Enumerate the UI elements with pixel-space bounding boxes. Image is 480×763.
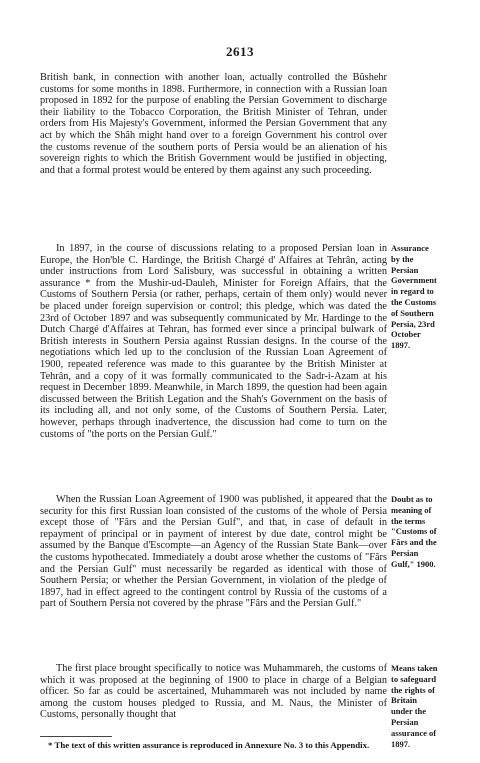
paragraph-text: The first place brought specifically to notice was Muhammareh, the customs of which it was proposed at the beginning of 1900 to place in charge of a Belgian officer. So far as could be ascertained, Muhammareh was not included by name among the custom houses pledged to Russia, and M. Naus, the Minister of Customs, personally thought that [40, 663, 387, 721]
margin-note-line: of Southern [391, 307, 434, 318]
margin-note-line: Assurance [391, 243, 429, 253]
page-number: 2613 [226, 44, 254, 59]
margin-note-assurance [391, 243, 451, 351]
margin-note-line: Government [391, 275, 437, 286]
margin-note-line: Persian [391, 547, 419, 558]
margin-note-line: 1897. [391, 738, 411, 749]
footnote-mark: * [48, 740, 53, 750]
paragraph-3 [40, 494, 387, 610]
paragraph-text: In 1897, in the course of discussions relating to a proposed Persian loan in Europe, the Hon'ble C. Hardinge, the British Chargé d' Affaires at Tehrân, acting under instructions from Lord Salisbury, was successful in obtaining a written assurance * from the Mushir-ud-Dauleh, Minister for Foreign Affairs, that the Customs of Southern Persia (or rather, perhaps, certain of them only) would never be placed under foreign supervision or control; this pledge, which was dated the 23rd of October 1897 and was subsequently communicated by Mr. Hardinge to the Dutch Chargé d'Affaires at Tehran, has formed ever since a principal bulwark of British interests in Southern Persia against Russian designs. In the course of the negotiations which led up to the conclusion of the Russian Loan Agreement of 1900, repeated reference was made to this guarantee by the British Minister at Tehrân, and a copy of it was formally communicated to the Sadr-i-Azam at his request in December 1899. Meanwhile, in March 1899, the question had been again discussed between the British Legation and the Shah's Government on the basis of its including all, and not only some, of the Customs of Southern Persia. Later, however, perhaps through inadvertence, the discussion had come to turn on the customs of "the ports on the Persian Gulf." [40, 243, 387, 440]
margin-note-line: in regard to [391, 286, 434, 297]
margin-note-line: the Customs [391, 296, 437, 307]
margin-note-line: Persian [391, 264, 419, 275]
margin-note-line: meaning of [391, 504, 432, 515]
margin-note-line: under the [391, 706, 427, 717]
margin-note-line: Fârs and the [391, 537, 437, 548]
margin-note-line: the terms [391, 515, 426, 526]
margin-note-line: to safeguard [391, 673, 437, 684]
margin-note-line: 1897. [391, 340, 411, 351]
margin-note-line: assurance of [391, 727, 437, 738]
paragraph-text: British bank, in connection with another loan, actually controlled the Bûshehr customs for some months in 1898. Furthermore, in connection with a Russian loan proposed in 1892 for the purpose of enabling the Persian Government to discharge their liability to the Tobacco Corporation, the British Minister of Tehran, under orders from His Majesty's Government, informed the Persian Government that any act by which the Shâh might hand over to a foreign Government his control over the customs revenue of the southern ports of Persia would be an alienation of his sovereign rights to which the British Government would be justified in objecting, and that a formal protest would be entered by them against any such proceeding. [40, 72, 387, 176]
margin-note-line: Doubt as to [391, 494, 433, 504]
paragraph-1 [40, 72, 387, 176]
margin-note-line: October [391, 329, 421, 340]
margin-note-line: Britain [391, 695, 417, 706]
margin-note-line: by the [391, 253, 414, 264]
footnote-divider [40, 736, 112, 737]
footnote [40, 740, 440, 751]
margin-note-line: "Customs of [391, 526, 437, 537]
paragraph-2 [40, 243, 387, 440]
margin-note-line: Persia, 23rd [391, 318, 435, 329]
footnote-text: The text of this written assurance is reproduced in Annexure No. 3 to this Appendix. [54, 740, 370, 750]
paragraph-4 [40, 663, 387, 721]
margin-note-means [391, 663, 451, 749]
paragraph-text: When the Russian Loan Agreement of 1900 was published, it appeared that the security for this first Russian loan consisted of the customs of the whole of Persia except those of "Fârs and the Persian Gulf", and that, in case of default in repayment of principal or in payment of interest by due date, control might be assumed by the Banque d'Escompte—an Agency of the Russian State Bank—over the customs hypothecated. Immediately a doubt arose whether the customs of "Fârs and the Persian Gulf" must necessarily be regarded as identical with those of Southern Persia; or whether the Persian Government, in violation of the pledge of 1897, had in effect agreed to the contingent control by Russia of the customs of a part of Southern Persia not covered by the phrase "Fârs and the Persian Gulf." [40, 494, 387, 610]
margin-note-line: Persian [391, 716, 419, 727]
margin-note-line: Gulf," 1900. [391, 558, 436, 569]
margin-note-doubt [391, 494, 451, 570]
margin-note-line: Means taken [391, 663, 438, 673]
margin-note-line: the rights of [391, 684, 435, 695]
